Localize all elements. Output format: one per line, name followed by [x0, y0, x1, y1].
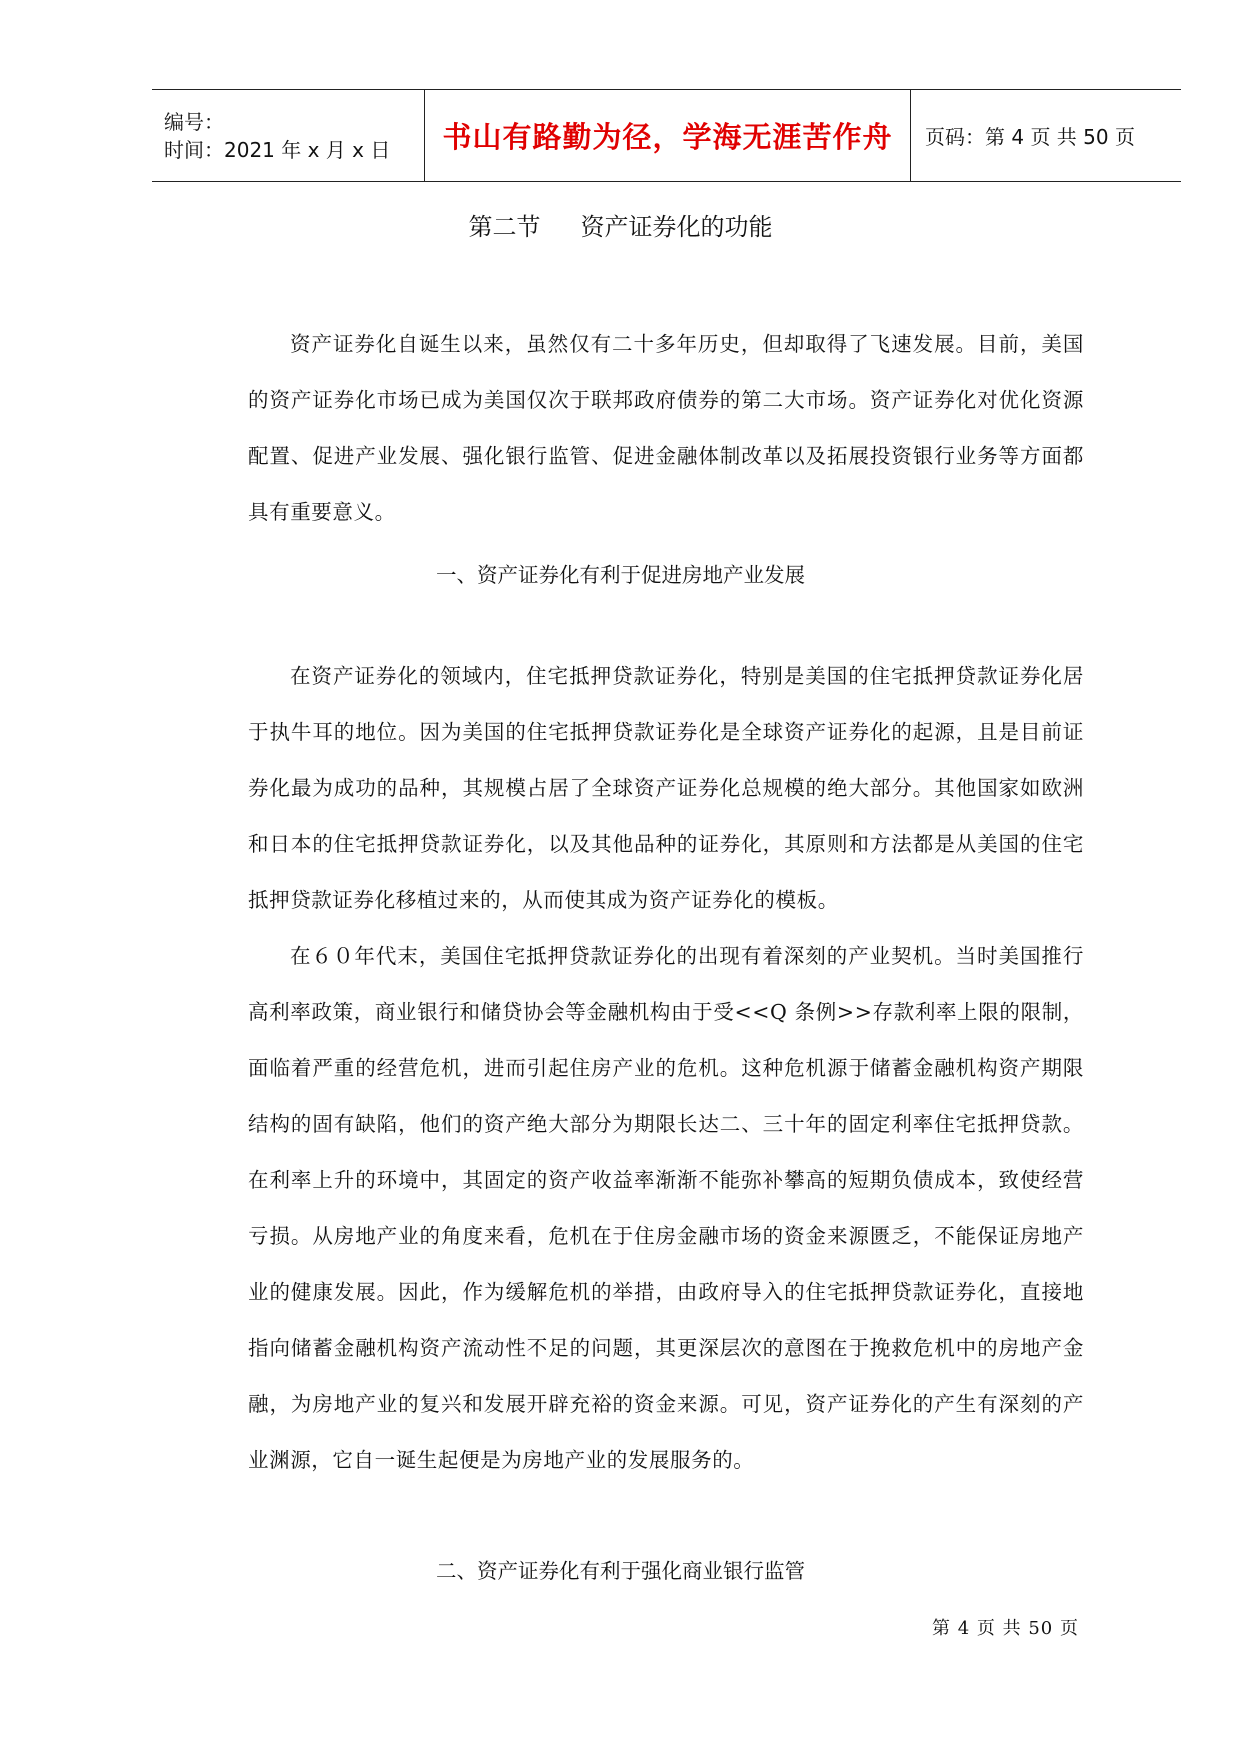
- header-motto: 书山有路勤为径，学海无涯苦作舟: [425, 90, 911, 182]
- document-header: [152, 89, 1181, 182]
- heading-2: 二、资产证券化有利于强化商业银行监管: [436, 1559, 805, 1583]
- document-number-label: 编号：: [164, 109, 224, 134]
- header-page-info: 页码：第 4 页 共 50 页: [911, 90, 1182, 182]
- header-meta: [152, 90, 425, 182]
- section-name: 资产证券化的功能: [580, 213, 773, 241]
- section-1-body: [248, 648, 1084, 1488]
- heading-1: 一、资产证券化有利于促进房地产业发展: [436, 563, 805, 587]
- intro-block: [248, 316, 1084, 540]
- intro-paragraph: 资产证券化自诞生以来，虽然仅有二十多年历史，但却取得了飞速发展。目前，美国的资产证券化市场已成为美国仅次于联邦政府债券的第二大市场。资产证券化对优化资源配置、促进产业发展、强化银行监管、促进金融体制改革以及拓展投资银行业务等方面都具有重要意义。: [248, 332, 1084, 524]
- section-1-paragraph-2: 在６０年代末，美国住宅抵押贷款证券化的出现有着深刻的产业契机。当时美国推行高利率政策，商业银行和储贷协会等金融机构由于受<<Q 条例>>存款利率上限的限制，面临着严重的经营危机，进而引起住房产业的危机。这种危机源于储蓄金融机构资产期限结构的固有缺陷，他们的资产绝大部分为期限长达二、三十年的固定利率住宅抵押贷款。在利率上升的环境中，其固定的资产收益率渐渐不能弥补攀高的短期负债成本，致使经营亏损。从房地产业的角度来看，危机在于住房金融市场的资金来源匮乏，不能保证房地产业的健康发展。因此，作为缓解危机的举措，由政府导入的住宅抵押贷款证券化，直接地指向储蓄金融机构资产流动性不足的问题，其更深层次的意图在于挽救危机中的房地产金融，为房地产业的复兴和发展开辟充裕的资金来源。可见，资产证券化的产生有深刻的产业渊源，它自一诞生起便是为房地产业的发展服务的。: [248, 944, 1084, 1472]
- document-time-label: 时间：2021 年 x 月 x 日: [164, 137, 391, 162]
- section-title: [0, 211, 1241, 243]
- section-number: 第二节: [468, 213, 541, 241]
- section-1-paragraph-1: 在资产证券化的领域内，住宅抵押贷款证券化，特别是美国的住宅抵押贷款证券化居于执牛耳的地位。因为美国的住宅抵押贷款证券化是全球资产证券化的起源，且是目前证券化最为成功的品种，其规模占居了全球资产证券化总规模的绝大部分。其他国家如欧洲和日本的住宅抵押贷款证券化，以及其他品种的证券化，其原则和方法都是从美国的住宅抵押贷款证券化移植过来的，从而使其成为资产证券化的模板。: [248, 664, 1084, 912]
- page-footer: 第 4 页 共 50 页: [932, 1618, 1079, 1639]
